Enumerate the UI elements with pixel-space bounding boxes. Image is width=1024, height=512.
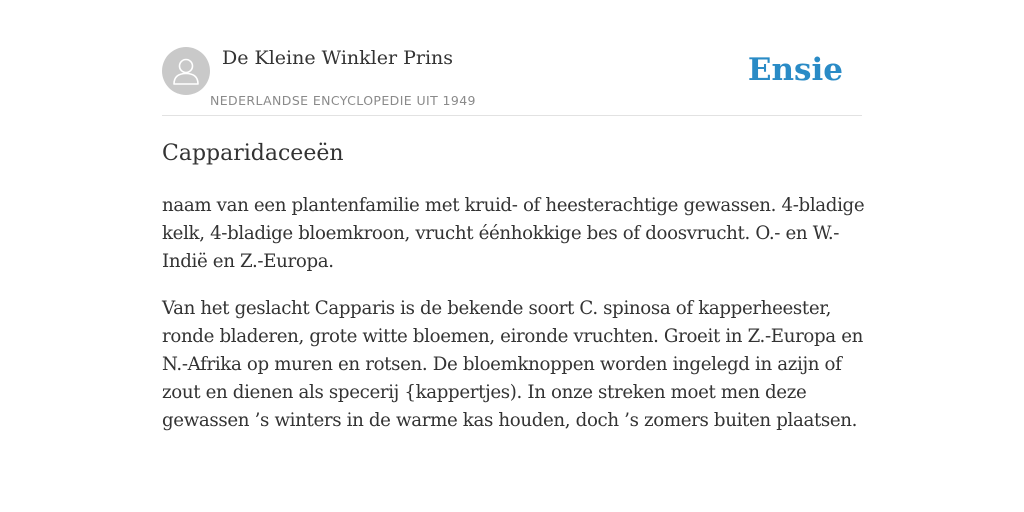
header-divider xyxy=(162,115,862,116)
article-body xyxy=(162,192,867,454)
article-paragraph: naam van een plantenfamilie met kruid- of heesterachtige gewassen. 4-bladige kelk, 4-bladige bloemkroon, vrucht éénhokkige bes of doosvrucht. O.- en W.-Indië en Z.-Europa. xyxy=(162,195,865,272)
brand-logo[interactable]: Ensie xyxy=(747,52,843,88)
article-title: Capparidaceeën xyxy=(162,141,344,166)
source-subtitle: NEDERLANDSE ENCYCLOPEDIE UIT 1949 xyxy=(210,93,476,108)
article-paragraph: Van het geslacht Capparis is de bekende soort C. spinosa of kapperheester, ronde bladeren, grote witte bloemen, eironde vruchten. Groeit in Z.-Europa en N.-Afrika op muren en rotsen. De bloemknoppen worden ingelegd in azijn of zout en dienen als specerij {kappertjes). In onze streken moet men deze gewassen ’s winters in de warme kas houden, doch ’s zomers buiten plaatsen. xyxy=(162,298,864,431)
user-icon xyxy=(162,47,210,95)
avatar[interactable] xyxy=(162,47,210,95)
source-name[interactable]: De Kleine Winkler Prins xyxy=(222,47,454,69)
